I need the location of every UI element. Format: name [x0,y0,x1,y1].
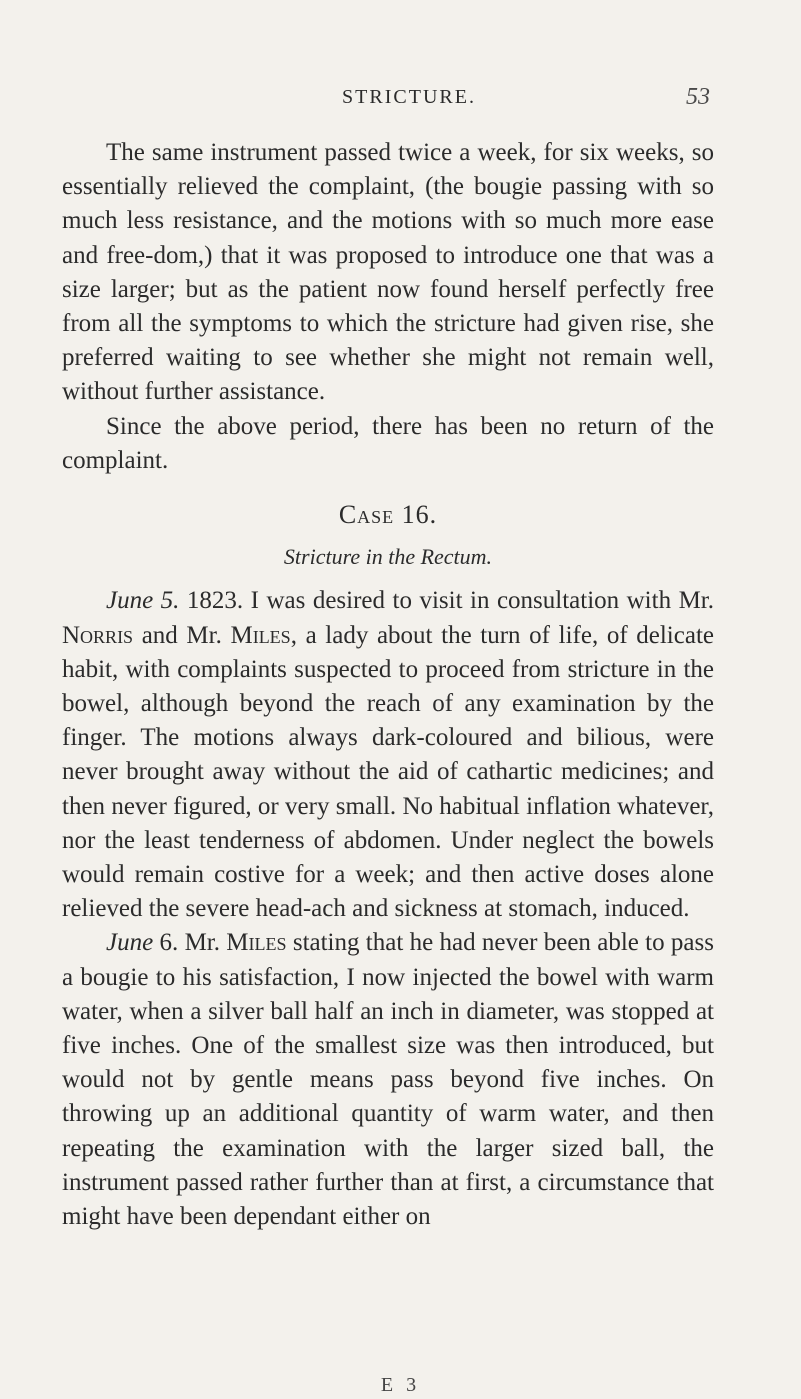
paragraph-1: The same instrument passed twice a week, for six weeks, so essentially relieved the complaint, (the bougie passing with so much less resistance, and the motions with so much more ease and free-dom,) that it was proposed to introduce one that was a size larger; but as the patient now found herself perfectly free from all the symptoms to which the stricture had given rise, she preferred waiting to see whether she might not remain well, without further assistance. [62,139,714,406]
paragraph-3-text-c: , a lady about the turn of life, of delicate habit, with complaints suspected to proceed from stricture in the bowel, although beyond the reach of any examination by the finger. The motions always dark-coloured and bilious, were never brought away without the aid of cathartic medicines; and then never figured, or very small. No habitual inflation whatever, nor the least tenderness of abdomen. Under neglect the bowels would remain costive for a week; and then active doses alone relieved the severe head-ach and sickness at stomach, induced. [62,621,714,923]
person-name: Miles [226,929,287,957]
paragraph-4-text-b: stating that he had never been able to pass a bougie to his satisfaction, I now injected the bowel with warm water, when a silver ball half an inch in diameter, was stopped at five inches. One of the smallest size was then introduced, but would not by gentle means pass beyond five inches. On throwing up an additional quantity of warm water, and then repeating the examination with the larger sized ball, the instrument passed rather further than at first, a circumstance that might have been dependant either on [62,929,714,1231]
entry-date: June 5. [106,587,180,615]
paragraph-4-text-a: 6. Mr. [153,929,227,957]
running-head [108,86,710,116]
case-subtitle: Stricture in the Rectum. [283,544,493,570]
paragraph-3-text-a: 1823. I was desired to visit in consultation with Mr. [179,587,714,615]
person-name: Norris [62,621,134,649]
case-heading: Case 16. [338,500,438,530]
paragraph-2: Since the above period, there has been no return of the complaint. [62,412,714,474]
paragraph-3-text-b: and Mr. [133,621,231,649]
signature-mark: E 3 [380,1374,421,1396]
paragraph-4 [62,926,714,1234]
paragraph-3 [62,584,714,926]
person-name: Miles [230,621,291,649]
page-number: 53 [686,84,710,110]
entry-date: June [106,929,154,957]
body-text [62,136,714,1234]
running-title: STRICTURE. [342,86,476,108]
